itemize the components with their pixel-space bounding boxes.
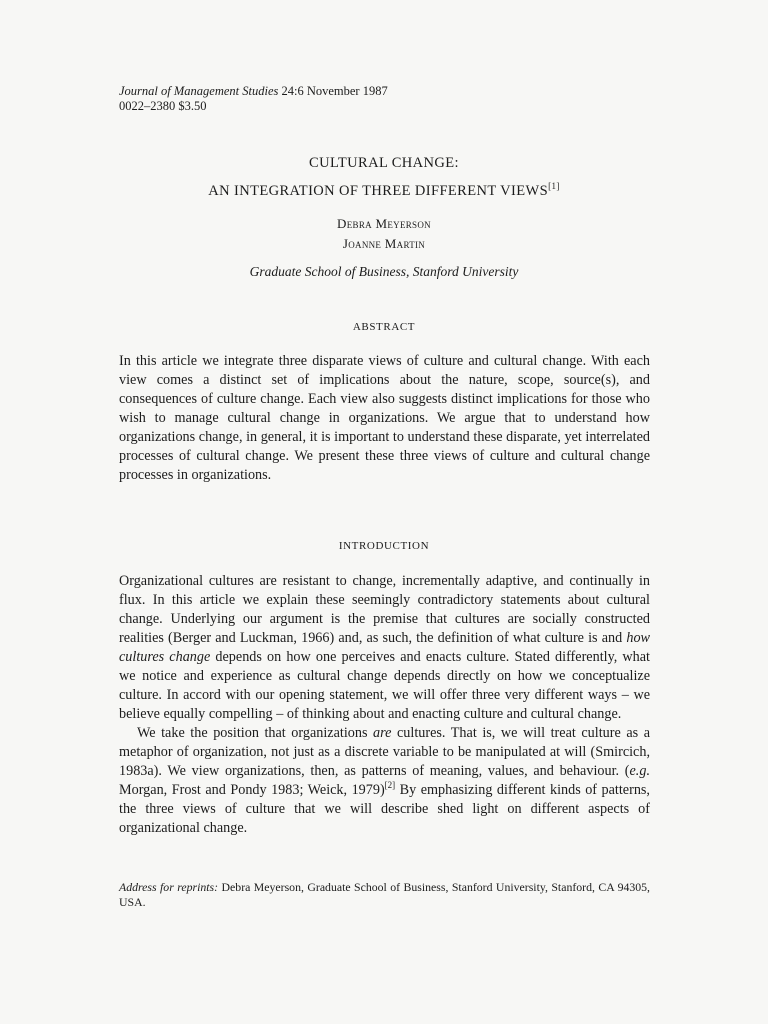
issn-price: 0022–2380 $3.50 xyxy=(119,99,207,113)
journal-issue: 24:6 November 1987 xyxy=(278,84,388,98)
intro-p2-footnote-marker: [2] xyxy=(384,780,396,790)
intro-p2-text-a: We take the position that organizations xyxy=(137,725,374,741)
introduction-text xyxy=(119,572,650,838)
intro-p2-text-d: By emphasizing different kinds of patterns, the three views of culture that we will describe shed light on different aspects of organizational change. xyxy=(119,782,650,836)
intro-paragraph-2 xyxy=(119,724,650,838)
introduction-heading: INTRODUCTION xyxy=(338,540,430,552)
intro-p2-emphasis-eg: e.g. xyxy=(629,763,650,779)
article-title-text: AN INTEGRATION OF THREE DIFFERENT VIEWS xyxy=(208,183,549,199)
footnote-text: Debra Meyerson, Graduate School of Business, Stanford University, Stanford, CA 94305, USA. xyxy=(119,880,651,909)
intro-p1-text-b: depends on how one perceives and enacts culture. Stated differently, what we notice and experience as cultural change depends directly on how we conceptualize culture. In accord with our opening statement, we will offer three very different ways – we believe equally compelling – of thinking about and enacting culture and cultural change. xyxy=(119,649,650,722)
author-2: Joanne Martin xyxy=(342,236,426,251)
affiliation: Graduate School of Business, Stanford University xyxy=(249,264,519,279)
intro-p2-text-b: cultures. That is, we will treat culture as a metaphor of organization, not just as a discrete variable to be manipulated at will (Smircich, 1983a). We view organizations, then, as patterns of meaning, values, and behaviour. ( xyxy=(119,725,651,779)
title-footnote-marker: [1] xyxy=(548,181,560,191)
journal-citation xyxy=(119,84,388,99)
intro-p1-text-a: Organizational cultures are resistant to change, incrementally adaptive, and continually in flux. In this article we explain these seemingly contradictory statements about cultural change. Underlying our argument is the premise that cultures are socially constructed realities (Berger and Luckman, 1966) and, as such, the definition of what culture is and xyxy=(119,573,650,646)
intro-p2-emphasis-are: are xyxy=(373,725,392,741)
article-title-line1: CULTURAL CHANGE: xyxy=(309,155,459,171)
intro-p1-emphasis: how cultures change xyxy=(119,630,650,665)
abstract-text xyxy=(119,352,650,485)
abstract-paragraph: In this article we integrate three disparate views of culture and cultural change. With each view comes a distinct set of implications about the nature, scope, source(s), and consequences of culture change. Each view also suggests distinct implications for those who wish to manage cultural change in organizations. We argue that to understand how organizations change, in general, it is important to understand these disparate, yet interrelated processes of cultural change. We present these three views of culture and cultural change processes in organizations. xyxy=(119,353,650,483)
article-title-line2 xyxy=(0,178,768,200)
intro-paragraph-1 xyxy=(119,572,650,724)
abstract-heading: ABSTRACT xyxy=(352,321,416,333)
footnote-label: Address for reprints: xyxy=(119,880,219,894)
reprint-address-footnote xyxy=(119,880,650,910)
intro-p2-text-c: Morgan, Frost and Pondy 1983; Weick, 1979) xyxy=(119,782,385,798)
author-1: Debra Meyerson xyxy=(337,216,431,231)
journal-name: Journal of Management Studies xyxy=(119,84,279,98)
